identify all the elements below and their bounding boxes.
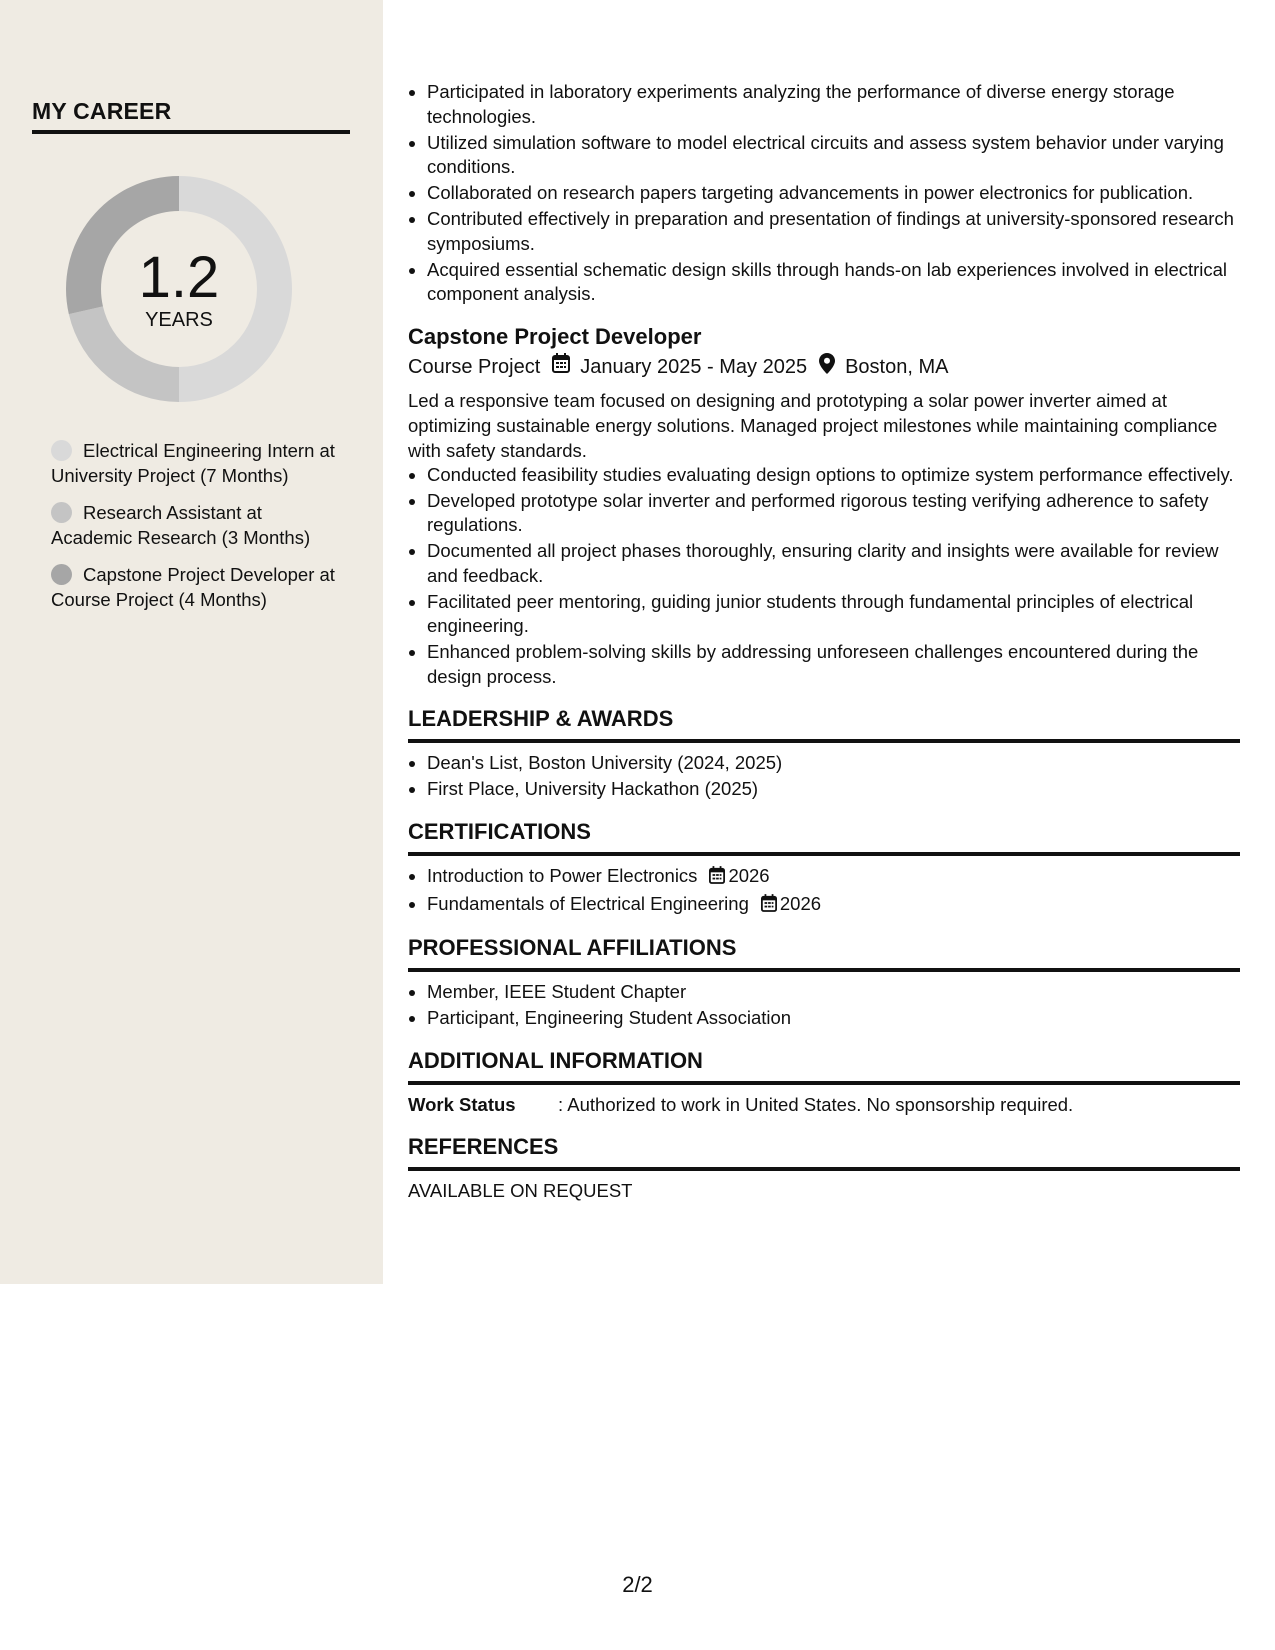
list-item: • Conducted feasibility studies evaluating design options to optimize system performance effectively. [427, 463, 1240, 488]
total-years-unit: YEARS [145, 308, 213, 331]
list-item: • Acquired essential schematic design skills through hands-on lab experiences involved in electrical component analysis. [427, 258, 1240, 307]
list-item: • Dean's List, Boston University (2024, 2025) [427, 751, 1240, 776]
job-location: Boston, MA [845, 356, 949, 378]
list-item: • Facilitated peer mentoring, guiding junior students through fundamental principles of electrical engineering. [427, 590, 1240, 639]
legend-dot [51, 440, 72, 461]
donut-center [66, 176, 292, 402]
references-heading: REFERENCES [408, 1133, 1240, 1171]
job-meta [408, 353, 1240, 382]
work-status-row [408, 1093, 1240, 1117]
list-item: • Documented all project phases thoroughly, ensuring clarity and insights were available for review and feedback. [427, 539, 1240, 588]
list-item: • Participant, Engineering Student Association [427, 1006, 1240, 1031]
cert-year: 2026 [728, 864, 770, 886]
certifications-list [408, 864, 1240, 919]
legend-item [51, 562, 341, 612]
additional-info-heading: ADDITIONAL INFORMATION [408, 1047, 1240, 1085]
list-item: • Utilized simulation software to model electrical circuits and assess system behavior under varying conditions. [427, 131, 1240, 180]
legend-label: Research Assistant at Academic Research (3 Months) [51, 502, 311, 548]
affiliations-list [408, 980, 1240, 1031]
career-heading: MY CAREER [32, 98, 350, 134]
sidebar [0, 0, 383, 1284]
job-description: Led a responsive team focused on designing and prototyping a solar power inverter aimed at optimizing sustainable energy solutions. Managed project milestones while maintaining compliance with safety standards. [408, 389, 1218, 461]
leadership-list [408, 751, 1240, 802]
calendar-icon [761, 894, 777, 919]
legend-dot [51, 564, 72, 585]
cert-year: 2026 [779, 892, 822, 914]
list-item: • Participated in laboratory experiments analyzing the performance of diverse energy storage technologies. [427, 80, 1240, 129]
calendar-icon [552, 353, 570, 381]
work-status-label: Work Status [408, 1093, 516, 1115]
career-donut-chart [66, 176, 292, 402]
page-number: 2/2 [622, 1572, 653, 1597]
list-item: • Member, IEEE Student Chapter [427, 980, 1240, 1005]
previous-job-bullets [408, 80, 1240, 307]
list-item: • Collaborated on research papers targeting advancements in power electronics for publication. [427, 181, 1240, 206]
legend-label: Capstone Project Developer at Course Project (4 Months) [51, 564, 335, 610]
legend-item [51, 438, 341, 488]
affiliations-heading: PROFESSIONAL AFFILIATIONS [408, 934, 1240, 972]
list-item [427, 892, 1240, 919]
legend-dot [51, 502, 72, 523]
work-status-value: : Authorized to work in United States. No sponsorship required. [558, 1093, 1074, 1115]
list-item: • Enhanced problem-solving skills by addressing unforeseen challenges encountered during the design process. [427, 640, 1240, 689]
references-text: AVAILABLE ON REQUEST [408, 1179, 633, 1201]
job-title: Capstone Project Developer [408, 323, 702, 349]
calendar-icon [709, 866, 725, 891]
leadership-heading: LEADERSHIP & AWARDS [408, 705, 1240, 743]
list-item: • Developed prototype solar inverter and performed rigorous testing verifying adherence to safety regulations. [427, 489, 1240, 538]
location-pin-icon [819, 353, 835, 382]
total-years-value: 1.2 [138, 244, 220, 310]
list-item: • Contributed effectively in preparation and presentation of findings at university-sponsored research symposiums. [427, 207, 1240, 256]
cert-name: Introduction to Power Electronics [427, 864, 698, 886]
cert-name: Fundamentals of Electrical Engineering [427, 892, 749, 914]
job-bullets [408, 463, 1240, 690]
certifications-heading: CERTIFICATIONS [408, 818, 1240, 856]
main-content [408, 80, 1240, 1203]
legend-item [51, 500, 341, 550]
job-dates: January 2025 - May 2025 [580, 356, 808, 378]
career-legend [51, 438, 341, 624]
legend-label: Electrical Engineering Intern at University Project (7 Months) [51, 440, 335, 486]
job-company: Course Project [408, 356, 541, 378]
list-item: • First Place, University Hackathon (2025) [427, 777, 1240, 802]
list-item [427, 864, 1240, 891]
